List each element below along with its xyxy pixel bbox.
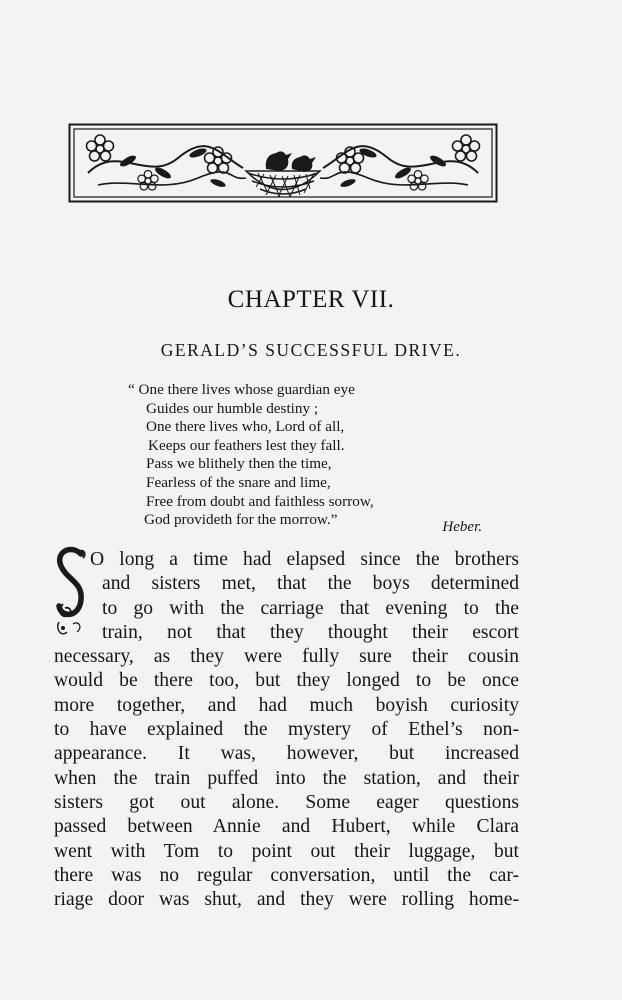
body-line: would be there too, but they longed to be once [54, 670, 519, 692]
body-line: sisters got out alone. Some eager questions [54, 791, 519, 813]
epigraph-attribution: Heber. [442, 519, 482, 535]
epigraph-line: Guides our humble destiny ; [146, 399, 319, 417]
body-line: there was no regular conversation, until the car- [54, 864, 519, 886]
body-line: to go with the carriage that evening to the [102, 597, 519, 619]
body-line: necessary, as they were fully sure their cousin [54, 646, 519, 668]
epigraph-line: God provideth for the morrow.” [144, 511, 338, 529]
body-line: train, not that they thought their escort [102, 621, 519, 643]
body-line: riage door was shut, and they were rolling home- [54, 889, 519, 911]
body-line: when the train puffed into the station, and their [54, 767, 519, 789]
epigraph-poem [128, 381, 458, 530]
chapter-subtitle: GERALD’S SUCCESSFUL DRIVE. [160, 340, 462, 360]
epigraph-line: One there lives who, Lord of all, [146, 418, 345, 436]
body-line: appearance. It was, however, but increased [54, 743, 519, 765]
epigraph-line: “ One there lives whose guardian eye [128, 381, 355, 398]
body-line: passed between Annie and Hubert, while Clara [54, 816, 519, 838]
epigraph-line: Fearless of the snare and lime, [146, 473, 331, 491]
bird-nest-floral-ornament-icon [68, 123, 498, 203]
epigraph-line: Pass we blithely then the time, [146, 455, 332, 473]
chapter-headpiece-ornament [68, 123, 498, 203]
body-line: to have explained the mystery of Ethel’s non- [54, 719, 519, 741]
body-line: and sisters met, that the boys determined [102, 573, 519, 595]
body-line: O long a time had elapsed since the brothers [90, 549, 519, 570]
body-line: more together, and had much boyish curiosity [54, 694, 519, 716]
chapter-title: CHAPTER VII. [227, 286, 395, 313]
epigraph-line: Keeps our feathers lest they fall. [148, 436, 345, 454]
chapter-body-paragraph [54, 548, 519, 912]
body-line: went with Tom to point out their luggage, but [54, 840, 519, 862]
epigraph-line: Free from doubt and faithless sorrow, [146, 492, 374, 510]
